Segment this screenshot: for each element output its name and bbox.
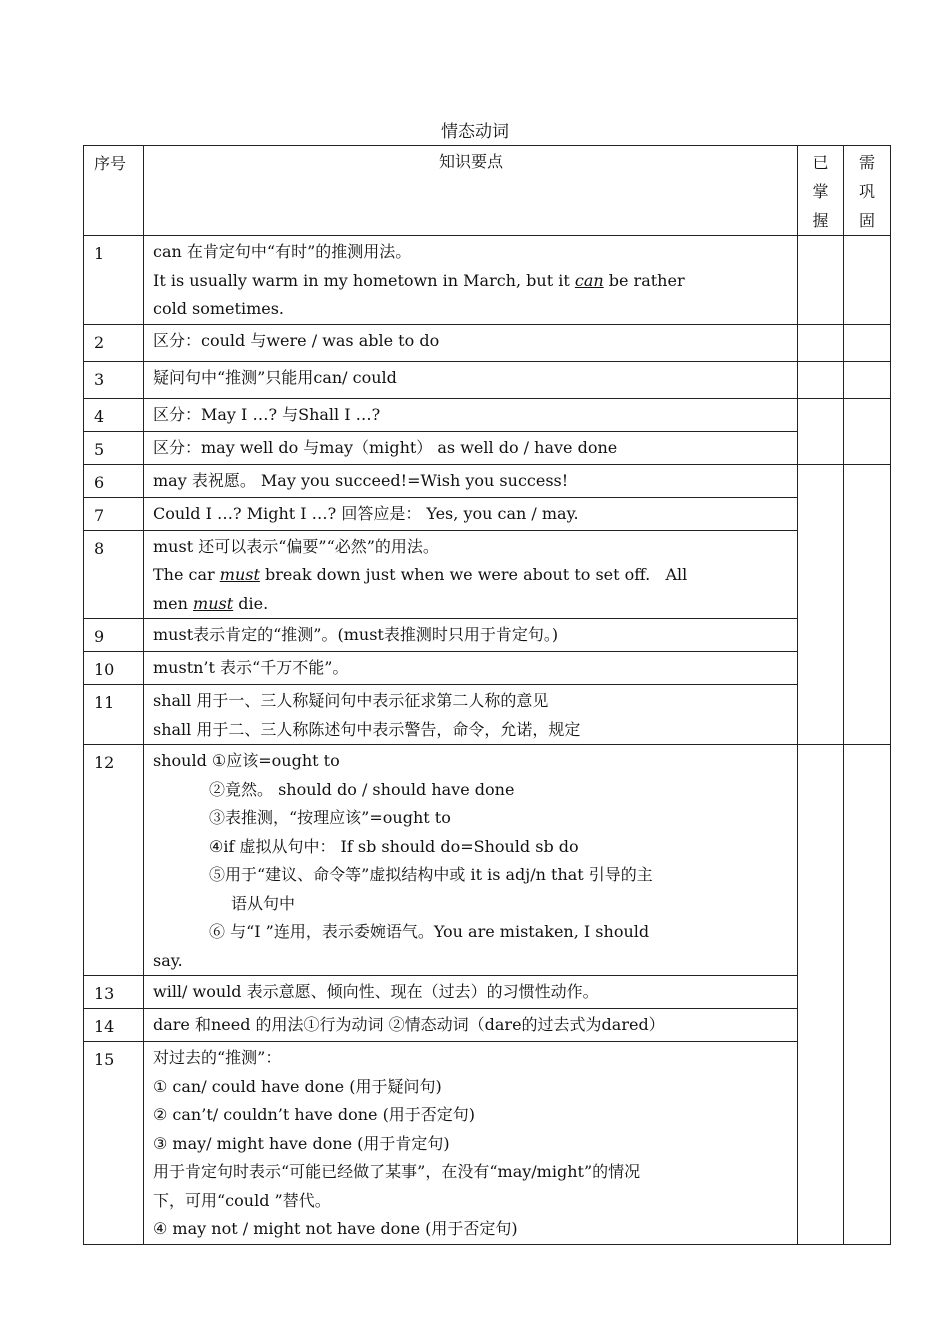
- row-line: say.: [153, 950, 183, 970]
- row-line: shall 用于二、三人称陈述句中表示警告，命令，允诺，规定: [153, 719, 581, 739]
- row-number: 14: [84, 1009, 144, 1042]
- row-content: [144, 324, 798, 361]
- row-number: 4: [84, 398, 144, 431]
- row-line: mustn’t 表示“千万不能”。: [153, 658, 349, 677]
- row-line: 疑问句中“推测”只能用can/ could: [153, 367, 397, 387]
- knowledge-table: [83, 145, 891, 1245]
- mastered-cell[interactable]: [798, 398, 844, 464]
- row-content: [144, 652, 798, 685]
- row-text: die.: [233, 593, 269, 613]
- row-content: [144, 361, 798, 398]
- table-row: [84, 431, 891, 464]
- table-row: [84, 530, 891, 619]
- review-cell[interactable]: [844, 361, 891, 398]
- header-review-char: 巩: [858, 182, 875, 201]
- table-row: [84, 464, 891, 497]
- row-content: [144, 236, 798, 325]
- row-number: 5: [84, 431, 144, 464]
- row-number: 15: [84, 1042, 144, 1245]
- row-content: [144, 464, 798, 497]
- header-seq: 序号: [84, 146, 144, 236]
- review-cell[interactable]: [844, 464, 891, 745]
- row-text: break down just when we were about to set off. All: [259, 565, 688, 584]
- row-line: ③ may/ might have done (用于肯定句): [153, 1133, 450, 1153]
- table-row: [84, 619, 891, 652]
- row-line: ④if 虚拟从句中： If sb should do=Should sb do: [209, 836, 579, 856]
- row-content: [144, 530, 798, 619]
- underlined-word: must: [219, 565, 260, 584]
- row-content: [144, 685, 798, 745]
- row-line: ① can/ could have done (用于疑问句): [153, 1076, 442, 1096]
- row-text: It is usually warm in my hometown in March, but it: [153, 270, 575, 290]
- table-row: [84, 398, 891, 431]
- review-cell[interactable]: [844, 745, 891, 1245]
- row-line: will/ would 表示意愿、倾向性、现在（过去）的习惯性动作。: [153, 982, 599, 1001]
- row-line: Could I …? Might I …? 回答应是： Yes, you can / may.: [153, 503, 579, 523]
- page-title: 情态动词: [441, 122, 509, 142]
- row-content: [144, 745, 798, 976]
- row-number: 1: [84, 236, 144, 325]
- row-line: may 表祝愿。 May you succeed!=Wish you success!: [153, 470, 569, 490]
- table-row: [84, 497, 891, 530]
- row-line: shall 用于一、三人称疑问句中表示征求第二人称的意见: [153, 691, 549, 710]
- header-mastered-char: 已: [812, 153, 829, 172]
- row-line: 语从句中: [231, 893, 296, 913]
- row-line: [153, 267, 789, 296]
- row-number: 11: [84, 685, 144, 745]
- table-row: [84, 976, 891, 1009]
- header-review-char: 需: [858, 153, 875, 172]
- review-cell[interactable]: [844, 324, 891, 361]
- underlined-word: must: [193, 593, 234, 613]
- row-line: must表示肯定的“推测”。(must表推测时只用于肯定句。): [153, 625, 559, 644]
- header-points: 知识要点: [144, 146, 798, 236]
- row-content: [144, 619, 798, 652]
- row-number: 13: [84, 976, 144, 1009]
- row-line: 区分：may well do 与may（might） as well do / have done: [153, 437, 618, 457]
- table-row: [84, 745, 891, 976]
- table-row: [84, 324, 891, 361]
- table-row: [84, 652, 891, 685]
- row-content: [144, 398, 798, 431]
- row-number: 12: [84, 745, 144, 976]
- row-line: 对过去的“推测”：: [153, 1048, 282, 1067]
- row-line: ⑤用于“建议、命令等”虚拟结构中或 it is adj/n that 引导的主: [209, 865, 653, 884]
- row-line: 区分：May I …? 与Shall I …?: [153, 404, 381, 424]
- row-number: 6: [84, 464, 144, 497]
- underlined-word: can: [574, 270, 604, 290]
- table-header-row: [84, 146, 891, 236]
- review-cell[interactable]: [844, 398, 891, 464]
- row-number: 9: [84, 619, 144, 652]
- row-text: men: [153, 593, 194, 613]
- review-cell[interactable]: [844, 236, 891, 325]
- row-line: cold sometimes.: [153, 299, 285, 318]
- mastered-cell[interactable]: [798, 361, 844, 398]
- mastered-cell[interactable]: [798, 464, 844, 745]
- table-row: [84, 236, 891, 325]
- row-line: must 还可以表示“偏要”“必然”的用法。: [153, 536, 439, 556]
- row-line: ③表推测，“按理应该”=ought to: [209, 808, 451, 827]
- table-row: [84, 361, 891, 398]
- table-row: [84, 685, 891, 745]
- row-content: [144, 1042, 798, 1245]
- row-line: ④ may not / might not have done (用于否定句): [153, 1219, 518, 1238]
- header-review: [844, 146, 891, 236]
- row-line: can 在肯定句中“有时”的推测用法。: [153, 242, 412, 261]
- row-line: 下，可用“could ”替代。: [153, 1190, 331, 1210]
- row-number: 7: [84, 497, 144, 530]
- row-line: [153, 590, 789, 619]
- row-content: [144, 431, 798, 464]
- row-line: [153, 561, 789, 590]
- row-line: ② can’t/ couldn’t have done (用于否定句): [153, 1105, 476, 1124]
- row-number: 3: [84, 361, 144, 398]
- row-line: ⑥ 与“I ”连用，表示委婉语气。You are mistaken, I should: [209, 922, 650, 941]
- row-line: 用于肯定句时表示“可能已经做了某事”，在没有“may/might”的情况: [153, 1162, 641, 1181]
- row-number: 10: [84, 652, 144, 685]
- header-mastered: [798, 146, 844, 236]
- row-line: dare 和need 的用法①行为动词 ②情态动词（dare的过去式为dared）: [153, 1015, 665, 1034]
- row-line: ②竟然。 should do / should have done: [209, 779, 515, 799]
- mastered-cell[interactable]: [798, 236, 844, 325]
- row-text: be rather: [603, 270, 685, 290]
- table-row: [84, 1042, 891, 1245]
- table-row: [84, 1009, 891, 1042]
- header-mastered-char: 握: [812, 211, 829, 230]
- row-number: 2: [84, 324, 144, 361]
- row-content: [144, 1009, 798, 1042]
- mastered-cell[interactable]: [798, 745, 844, 1245]
- header-review-char: 固: [858, 211, 875, 230]
- row-content: [144, 976, 798, 1009]
- row-number: 8: [84, 530, 144, 619]
- row-content: [144, 497, 798, 530]
- row-text: The car: [153, 565, 220, 584]
- mastered-cell[interactable]: [798, 324, 844, 361]
- row-line: should ①应该=ought to: [153, 751, 340, 770]
- row-line: 区分：could 与were / was able to do: [153, 330, 440, 350]
- header-mastered-char: 掌: [812, 182, 829, 201]
